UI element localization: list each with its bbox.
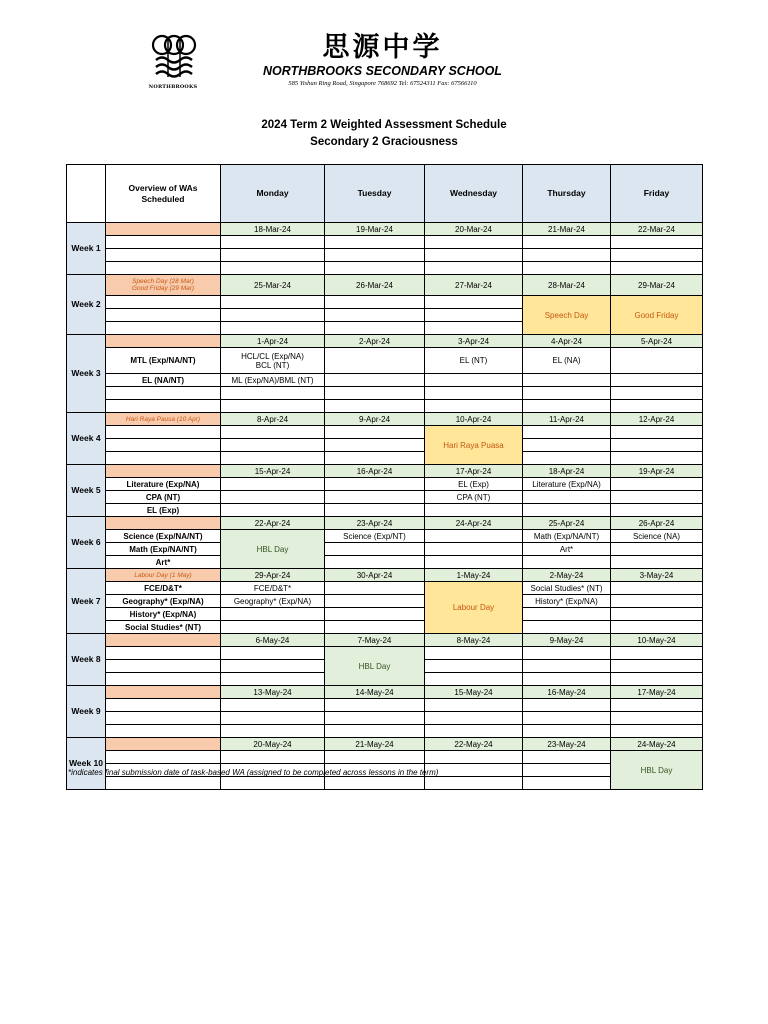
assessment-cell: Art* xyxy=(523,543,611,556)
date-cell: 26-Mar-24 xyxy=(325,275,425,296)
overview-subject: EL (Exp) xyxy=(106,504,221,517)
date-cell: 30-Apr-24 xyxy=(325,569,425,582)
table-row xyxy=(67,275,703,296)
table-row xyxy=(67,348,703,374)
assessment-cell: Geography* (Exp/NA) xyxy=(221,595,325,608)
school-address: 585 Yishun Ring Road, Singapore 768692 Tel: 67524311 Fax: 67566110 xyxy=(288,80,477,87)
week-label: Week 5 xyxy=(67,465,106,517)
day-header-wednesday: Wednesday xyxy=(425,165,523,223)
assessment-schedule-table xyxy=(66,164,703,790)
table-row xyxy=(67,465,703,478)
date-cell: 1-May-24 xyxy=(425,569,523,582)
date-cell: 19-Apr-24 xyxy=(611,465,703,478)
table-row xyxy=(67,595,703,608)
date-cell: 8-Apr-24 xyxy=(221,413,325,426)
header-row xyxy=(67,165,703,223)
overview-subject: History* (Exp/NA) xyxy=(106,608,221,621)
table-row xyxy=(67,686,703,699)
assessment-cell: Literature (Exp/NA) xyxy=(523,478,611,491)
logo-caption: NORTHBROOKS xyxy=(148,84,198,90)
assessment-cell: EL (NT) xyxy=(425,348,523,374)
date-cell: 12-Apr-24 xyxy=(611,413,703,426)
date-cell: 22-Mar-24 xyxy=(611,223,703,236)
date-cell: 7-May-24 xyxy=(325,634,425,647)
date-cell: 18-Apr-24 xyxy=(523,465,611,478)
day-header-tuesday: Tuesday xyxy=(325,165,425,223)
week-label: Week 7 xyxy=(67,569,106,634)
table-row xyxy=(67,335,703,348)
table-row xyxy=(67,738,703,751)
date-cell: 2-May-24 xyxy=(523,569,611,582)
date-cell: 5-Apr-24 xyxy=(611,335,703,348)
date-cell: 16-Apr-24 xyxy=(325,465,425,478)
page-title: 2024 Term 2 Weighted Assessment Schedule xyxy=(261,119,507,131)
date-cell: 15-Apr-24 xyxy=(221,465,325,478)
overview-subject: EL (NA/NT) xyxy=(106,374,221,387)
event-hari-raya-puasa: Hari Raya Puasa xyxy=(425,426,523,465)
date-cell: 20-May-24 xyxy=(221,738,325,751)
date-cell: 6-May-24 xyxy=(221,634,325,647)
date-cell: 16-May-24 xyxy=(523,686,611,699)
overview-subject: Science (Exp/NA/NT) xyxy=(106,530,221,543)
event-hbl-day: HBL Day xyxy=(325,647,425,686)
date-cell: 23-May-24 xyxy=(523,738,611,751)
date-cell: 10-Apr-24 xyxy=(425,413,523,426)
table-row xyxy=(67,569,703,582)
assessment-cell: Science (Exp/NT) xyxy=(325,530,425,543)
holiday-note: Labour Day (1 May) xyxy=(106,569,221,582)
assessment-cell: HCL/CL (Exp/NA) BCL (NT) xyxy=(221,348,325,374)
table-row xyxy=(67,621,703,634)
date-cell: 22-Apr-24 xyxy=(221,517,325,530)
holiday-note: Hari Raya Pausa (10 Apr) xyxy=(106,413,221,426)
assessment-cell: History* (Exp/NA) xyxy=(523,595,611,608)
date-cell: 21-Mar-24 xyxy=(523,223,611,236)
assessment-cell: Social Studies* (NT) xyxy=(523,582,611,595)
date-cell: 23-Apr-24 xyxy=(325,517,425,530)
event-good-friday: Good Friday xyxy=(611,296,703,335)
overview-subject: Math (Exp/NA/NT) xyxy=(106,543,221,556)
table-row xyxy=(67,543,703,556)
date-cell: 8-May-24 xyxy=(425,634,523,647)
assessment-cell: Math (Exp/NA/NT) xyxy=(523,530,611,543)
table-row xyxy=(67,413,703,426)
date-cell: 26-Apr-24 xyxy=(611,517,703,530)
date-cell: 9-Apr-24 xyxy=(325,413,425,426)
date-cell: 9-May-24 xyxy=(523,634,611,647)
page-subtitle: Secondary 2 Graciousness xyxy=(310,136,458,148)
date-cell: 2-Apr-24 xyxy=(325,335,425,348)
table-row xyxy=(67,634,703,647)
table-row xyxy=(67,582,703,595)
day-header-monday: Monday xyxy=(221,165,325,223)
date-cell: 17-May-24 xyxy=(611,686,703,699)
overview-cell xyxy=(106,517,221,530)
week-label: Week 3 xyxy=(67,335,106,413)
week-label: Week 9 xyxy=(67,686,106,738)
table-row xyxy=(67,556,703,569)
corner-cell xyxy=(67,165,106,223)
week-label: Week 1 xyxy=(67,223,106,275)
assessment-cell: Science (NA) xyxy=(611,530,703,543)
event-labour-day: Labour Day xyxy=(425,582,523,634)
date-cell: 24-May-24 xyxy=(611,738,703,751)
date-cell: 24-Apr-24 xyxy=(425,517,523,530)
date-cell: 29-Mar-24 xyxy=(611,275,703,296)
date-cell: 21-May-24 xyxy=(325,738,425,751)
date-cell: 1-Apr-24 xyxy=(221,335,325,348)
week-label: Week 6 xyxy=(67,517,106,569)
date-cell: 25-Mar-24 xyxy=(221,275,325,296)
assessment-cell: EL (NA) xyxy=(523,348,611,374)
overview-subject: CPA (NT) xyxy=(106,491,221,504)
date-cell: 28-Mar-24 xyxy=(523,275,611,296)
assessment-cell: FCE/D&T* xyxy=(221,582,325,595)
table-row xyxy=(67,478,703,491)
date-cell: 25-Apr-24 xyxy=(523,517,611,530)
week-label: Week 4 xyxy=(67,413,106,465)
date-cell: 14-May-24 xyxy=(325,686,425,699)
table-row xyxy=(67,517,703,530)
holiday-note: Speech Day (28 Mar) Good Friday (29 Mar) xyxy=(106,275,221,296)
date-cell: 10-May-24 xyxy=(611,634,703,647)
week-label: Week 2 xyxy=(67,275,106,335)
assessment-cell: EL (Exp) xyxy=(425,478,523,491)
overview-subject: Literature (Exp/NA) xyxy=(106,478,221,491)
date-cell: 19-Mar-24 xyxy=(325,223,425,236)
date-cell: 3-May-24 xyxy=(611,569,703,582)
week-label: Week 8 xyxy=(67,634,106,686)
overview-cell xyxy=(106,223,221,236)
date-cell: 4-Apr-24 xyxy=(523,335,611,348)
date-cell: 15-May-24 xyxy=(425,686,523,699)
date-cell: 3-Apr-24 xyxy=(425,335,523,348)
table-row xyxy=(67,608,703,621)
date-cell: 29-Apr-24 xyxy=(221,569,325,582)
overview-cell xyxy=(106,335,221,348)
day-header-thursday: Thursday xyxy=(523,165,611,223)
date-cell: 20-Mar-24 xyxy=(425,223,523,236)
overview-cell xyxy=(106,686,221,699)
date-cell: 18-Mar-24 xyxy=(221,223,325,236)
overview-subject: Geography* (Exp/NA) xyxy=(106,595,221,608)
school-chinese-name: 思源中学 xyxy=(322,32,443,63)
overview-header: Overview of WAs Scheduled xyxy=(106,165,221,223)
overview-cell xyxy=(106,465,221,478)
day-header-friday: Friday xyxy=(611,165,703,223)
table-row xyxy=(67,504,703,517)
date-cell: 22-May-24 xyxy=(425,738,523,751)
overview-cell xyxy=(106,738,221,751)
event-hbl-day: HBL Day xyxy=(221,530,325,569)
date-cell: 13-May-24 xyxy=(221,686,325,699)
overview-subject: MTL (Exp/NA/NT) xyxy=(106,348,221,374)
overview-cell xyxy=(106,634,221,647)
table-row xyxy=(67,491,703,504)
overview-subject: Social Studies* (NT) xyxy=(106,621,221,634)
event-speech-day: Speech Day xyxy=(523,296,611,335)
footnote: *indicates final submission date of task-based WA (assigned to be completed across lessons in the term) xyxy=(68,768,439,777)
assessment-cell: CPA (NT) xyxy=(425,491,523,504)
table-row xyxy=(67,374,703,387)
date-cell: 17-Apr-24 xyxy=(425,465,523,478)
overview-subject: FCE/D&T* xyxy=(106,582,221,595)
date-cell: 27-Mar-24 xyxy=(425,275,523,296)
event-hbl-day: HBL Day xyxy=(611,751,703,790)
school-english-name: NORTHBROOKS SECONDARY SCHOOL xyxy=(263,64,502,78)
table-row xyxy=(67,223,703,236)
table-row xyxy=(67,530,703,543)
assessment-cell: ML (Exp/NA)/BML (NT) xyxy=(221,374,325,387)
overview-subject: Art* xyxy=(106,556,221,569)
week-label: Week 10 xyxy=(67,738,106,790)
date-cell: 11-Apr-24 xyxy=(523,413,611,426)
